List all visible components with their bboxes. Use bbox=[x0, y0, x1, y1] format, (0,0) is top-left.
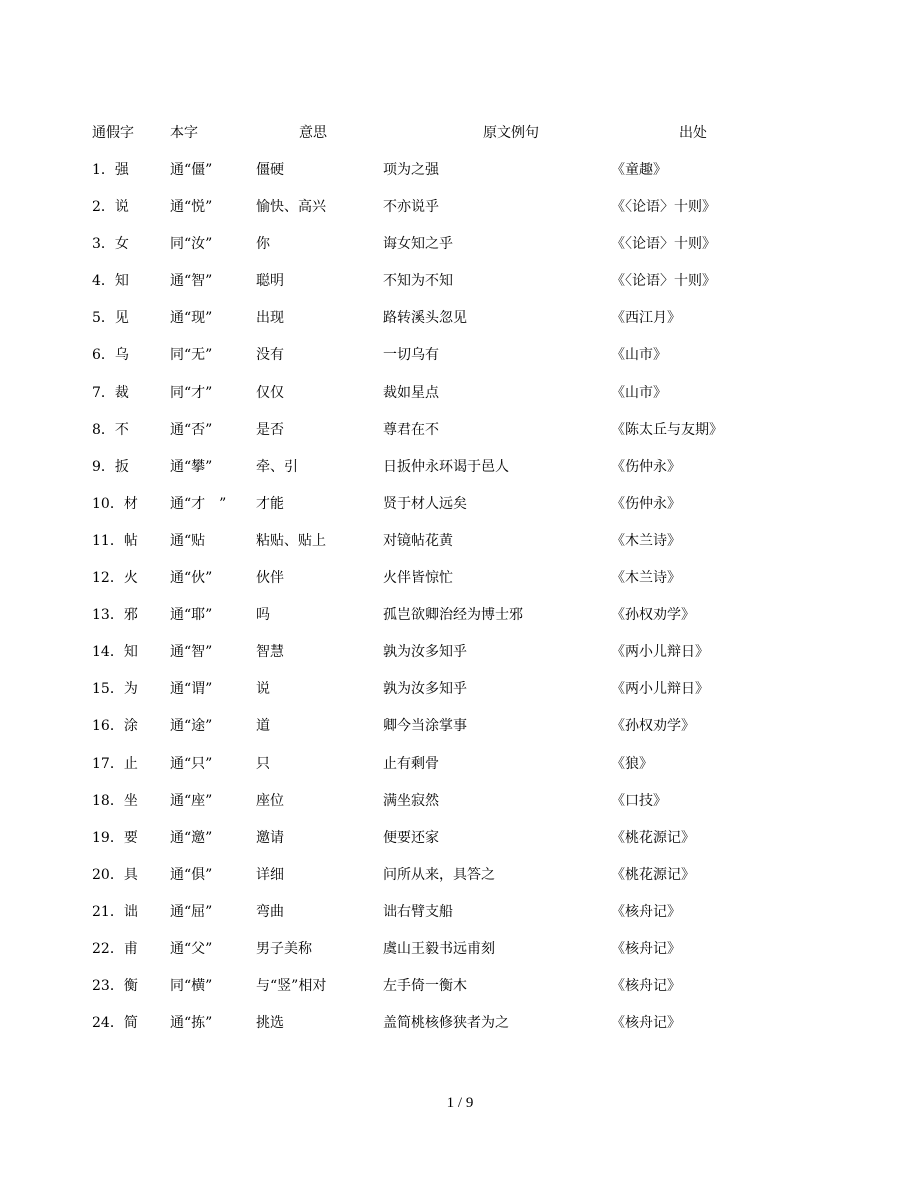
cell-meaning: 挑选 bbox=[256, 1015, 284, 1032]
cell-source: 《伤仲永》 bbox=[611, 458, 681, 475]
cell-benzi: 同“无” bbox=[170, 347, 213, 364]
cell-tongjiazi: 19．要 bbox=[92, 829, 138, 846]
cell-tongjiazi: 20．具 bbox=[92, 866, 138, 883]
cell-meaning: 邀请 bbox=[256, 829, 284, 846]
cell-example-sentence: 项为之强 bbox=[383, 162, 439, 178]
cell-benzi: 通“贴 bbox=[170, 532, 206, 549]
cell-source: 《〈论语〉十则》 bbox=[611, 199, 716, 216]
cell-source: 《桃花源记》 bbox=[611, 866, 695, 883]
cell-benzi: 通“僵” bbox=[170, 162, 213, 178]
cell-example-sentence: 盖简桃核修狭者为之 bbox=[383, 1015, 509, 1032]
cell-benzi: 通“途” bbox=[170, 718, 213, 735]
table-row bbox=[0, 271, 920, 308]
cell-benzi: 通“否” bbox=[170, 421, 213, 438]
table-body bbox=[0, 160, 920, 1050]
cell-meaning: 详细 bbox=[256, 866, 284, 883]
cell-example-sentence: 问所从来，具答之 bbox=[383, 866, 495, 883]
cell-source: 《山市》 bbox=[611, 384, 667, 401]
header-tongjiazi: 通假字 bbox=[92, 125, 134, 141]
cell-source: 《核舟记》 bbox=[611, 1015, 681, 1032]
cell-tongjiazi: 8．不 bbox=[92, 421, 129, 438]
table-row bbox=[0, 160, 920, 197]
cell-tongjiazi: 22．甫 bbox=[92, 940, 138, 957]
table-row bbox=[0, 308, 920, 345]
cell-example-sentence: 虞山王毅书远甫刻 bbox=[383, 940, 495, 957]
cell-source: 《核舟记》 bbox=[611, 978, 681, 995]
cell-meaning: 愉快、高兴 bbox=[256, 199, 326, 216]
cell-benzi: 通“邀” bbox=[170, 829, 213, 846]
cell-example-sentence: 路转溪头忽见 bbox=[383, 310, 467, 327]
cell-tongjiazi: 17．止 bbox=[92, 755, 138, 772]
table-row bbox=[0, 197, 920, 234]
cell-benzi: 通“只” bbox=[170, 755, 213, 772]
cell-tongjiazi: 6．乌 bbox=[92, 347, 129, 364]
table-row bbox=[0, 1013, 920, 1050]
page-number: 1 / 9 bbox=[446, 1095, 474, 1111]
cell-tongjiazi: 1．强 bbox=[92, 162, 129, 178]
cell-meaning: 座位 bbox=[256, 792, 284, 809]
cell-source: 《童趣》 bbox=[611, 162, 667, 178]
cell-meaning: 没有 bbox=[256, 347, 284, 364]
table-row bbox=[0, 828, 920, 865]
cell-example-sentence: 日扳仲永环谒于邑人 bbox=[383, 458, 509, 475]
cell-example-sentence: 便要还家 bbox=[383, 829, 439, 846]
cell-source: 《〈论语〉十则》 bbox=[611, 236, 716, 253]
cell-tongjiazi: 5．见 bbox=[92, 310, 129, 327]
header-meaning: 意思 bbox=[299, 125, 327, 141]
cell-meaning: 伙伴 bbox=[256, 570, 284, 587]
cell-source: 《孙权劝学》 bbox=[611, 607, 695, 624]
cell-meaning: 聪明 bbox=[256, 273, 284, 290]
cell-example-sentence: 孰为汝多知乎 bbox=[383, 681, 467, 698]
cell-tongjiazi: 7．裁 bbox=[92, 384, 129, 401]
cell-benzi: 通“悦” bbox=[170, 199, 213, 216]
cell-meaning: 只 bbox=[256, 755, 270, 772]
table-row bbox=[0, 345, 920, 382]
cell-meaning: 智慧 bbox=[256, 644, 284, 661]
cell-example-sentence: 裁如星点 bbox=[383, 384, 439, 401]
cell-example-sentence: 诎右臂支船 bbox=[383, 903, 453, 920]
cell-benzi: 通“谓” bbox=[170, 681, 213, 698]
cell-tongjiazi: 13．邪 bbox=[92, 607, 138, 624]
header-example-sentence: 原文例句 bbox=[483, 125, 539, 141]
cell-source: 《口技》 bbox=[611, 792, 667, 809]
cell-benzi: 通“屈” bbox=[170, 903, 213, 920]
cell-meaning: 弯曲 bbox=[256, 903, 284, 920]
cell-source: 《山市》 bbox=[611, 347, 667, 364]
cell-source: 《〈论语〉十则》 bbox=[611, 273, 716, 290]
table-row bbox=[0, 383, 920, 420]
cell-example-sentence: 卿今当涂掌事 bbox=[383, 718, 467, 735]
cell-meaning: 与“竖”相对 bbox=[256, 978, 327, 995]
cell-example-sentence: 不知为不知 bbox=[383, 273, 453, 290]
cell-example-sentence: 对镜帖花黄 bbox=[383, 532, 453, 549]
cell-benzi: 通“拣” bbox=[170, 1015, 213, 1032]
cell-benzi: 通“智” bbox=[170, 273, 213, 290]
cell-meaning: 才能 bbox=[256, 495, 284, 512]
cell-meaning: 出现 bbox=[256, 310, 284, 327]
table-row bbox=[0, 420, 920, 457]
cell-benzi: 同“才” bbox=[170, 384, 213, 401]
header-benzi: 本字 bbox=[170, 125, 198, 141]
table-row bbox=[0, 234, 920, 271]
cell-benzi: 通“伙” bbox=[170, 570, 213, 587]
table-row bbox=[0, 494, 920, 531]
cell-source: 《西江月》 bbox=[611, 310, 681, 327]
cell-tongjiazi: 21．诎 bbox=[92, 903, 138, 920]
cell-benzi: 通“才 ” bbox=[170, 495, 227, 512]
cell-example-sentence: 火伴皆惊忙 bbox=[383, 570, 453, 587]
table-row bbox=[0, 457, 920, 494]
cell-example-sentence: 左手倚一衡木 bbox=[383, 978, 467, 995]
cell-meaning: 吗 bbox=[256, 607, 270, 624]
cell-tongjiazi: 12．火 bbox=[92, 570, 138, 587]
cell-example-sentence: 一切乌有 bbox=[383, 347, 439, 364]
cell-example-sentence: 不亦说乎 bbox=[383, 199, 439, 216]
cell-tongjiazi: 2．说 bbox=[92, 199, 129, 216]
cell-example-sentence: 孰为汝多知乎 bbox=[383, 644, 467, 661]
table-row bbox=[0, 939, 920, 976]
cell-meaning: 仅仅 bbox=[256, 384, 284, 401]
cell-source: 《孙权劝学》 bbox=[611, 718, 695, 735]
table-row bbox=[0, 976, 920, 1013]
cell-tongjiazi: 24．简 bbox=[92, 1015, 138, 1032]
cell-example-sentence: 满坐寂然 bbox=[383, 792, 439, 809]
cell-tongjiazi: 16．涂 bbox=[92, 718, 138, 735]
cell-meaning: 说 bbox=[256, 681, 270, 698]
cell-benzi: 通“父” bbox=[170, 940, 213, 957]
cell-example-sentence: 贤于材人远矣 bbox=[383, 495, 467, 512]
cell-source: 《两小儿辩日》 bbox=[611, 644, 709, 661]
table-row bbox=[0, 568, 920, 605]
cell-tongjiazi: 15．为 bbox=[92, 681, 138, 698]
cell-source: 《狼》 bbox=[611, 755, 653, 772]
cell-example-sentence: 诲女知之乎 bbox=[383, 236, 453, 253]
table-row bbox=[0, 605, 920, 642]
cell-tongjiazi: 23．衡 bbox=[92, 978, 138, 995]
cell-benzi: 同“汝” bbox=[170, 236, 213, 253]
cell-meaning: 粘贴、贴上 bbox=[256, 532, 326, 549]
cell-benzi: 通“耶” bbox=[170, 607, 213, 624]
cell-meaning: 男子美称 bbox=[256, 940, 312, 957]
table-row bbox=[0, 679, 920, 716]
cell-source: 《核舟记》 bbox=[611, 940, 681, 957]
cell-benzi: 通“智” bbox=[170, 644, 213, 661]
table-row bbox=[0, 791, 920, 828]
cell-tongjiazi: 14．知 bbox=[92, 644, 138, 661]
table-header bbox=[0, 123, 920, 143]
table-row bbox=[0, 754, 920, 791]
table-row bbox=[0, 865, 920, 902]
cell-tongjiazi: 18．坐 bbox=[92, 792, 138, 809]
cell-example-sentence: 尊君在不 bbox=[383, 421, 439, 438]
table-row bbox=[0, 716, 920, 753]
table-row bbox=[0, 902, 920, 939]
cell-source: 《桃花源记》 bbox=[611, 829, 695, 846]
cell-tongjiazi: 11．帖 bbox=[92, 532, 138, 549]
cell-meaning: 你 bbox=[256, 236, 270, 253]
cell-tongjiazi: 10．材 bbox=[92, 495, 138, 512]
cell-source: 《伤仲永》 bbox=[611, 495, 681, 512]
cell-tongjiazi: 9．扳 bbox=[92, 458, 129, 475]
cell-meaning: 道 bbox=[256, 718, 270, 735]
cell-source: 《两小儿辩日》 bbox=[611, 681, 709, 698]
cell-source: 《陈太丘与友期》 bbox=[611, 421, 723, 438]
cell-benzi: 通“现” bbox=[170, 310, 213, 327]
cell-source: 《核舟记》 bbox=[611, 903, 681, 920]
cell-benzi: 同“横” bbox=[170, 978, 213, 995]
cell-tongjiazi: 3．女 bbox=[92, 236, 129, 253]
cell-benzi: 通“俱” bbox=[170, 866, 213, 883]
cell-meaning: 僵硬 bbox=[256, 162, 284, 178]
cell-meaning: 是否 bbox=[256, 421, 284, 438]
cell-tongjiazi: 4．知 bbox=[92, 273, 129, 290]
cell-benzi: 通“攀” bbox=[170, 458, 213, 475]
header-source: 出处 bbox=[679, 125, 707, 141]
cell-example-sentence: 止有剩骨 bbox=[383, 755, 439, 772]
table-row bbox=[0, 642, 920, 679]
cell-benzi: 通“座” bbox=[170, 792, 213, 809]
cell-source: 《木兰诗》 bbox=[611, 532, 681, 549]
cell-example-sentence: 孤岂欲卿治经为博士邪 bbox=[383, 607, 523, 624]
cell-source: 《木兰诗》 bbox=[611, 570, 681, 587]
table-row bbox=[0, 531, 920, 568]
cell-meaning: 牵、引 bbox=[256, 458, 298, 475]
